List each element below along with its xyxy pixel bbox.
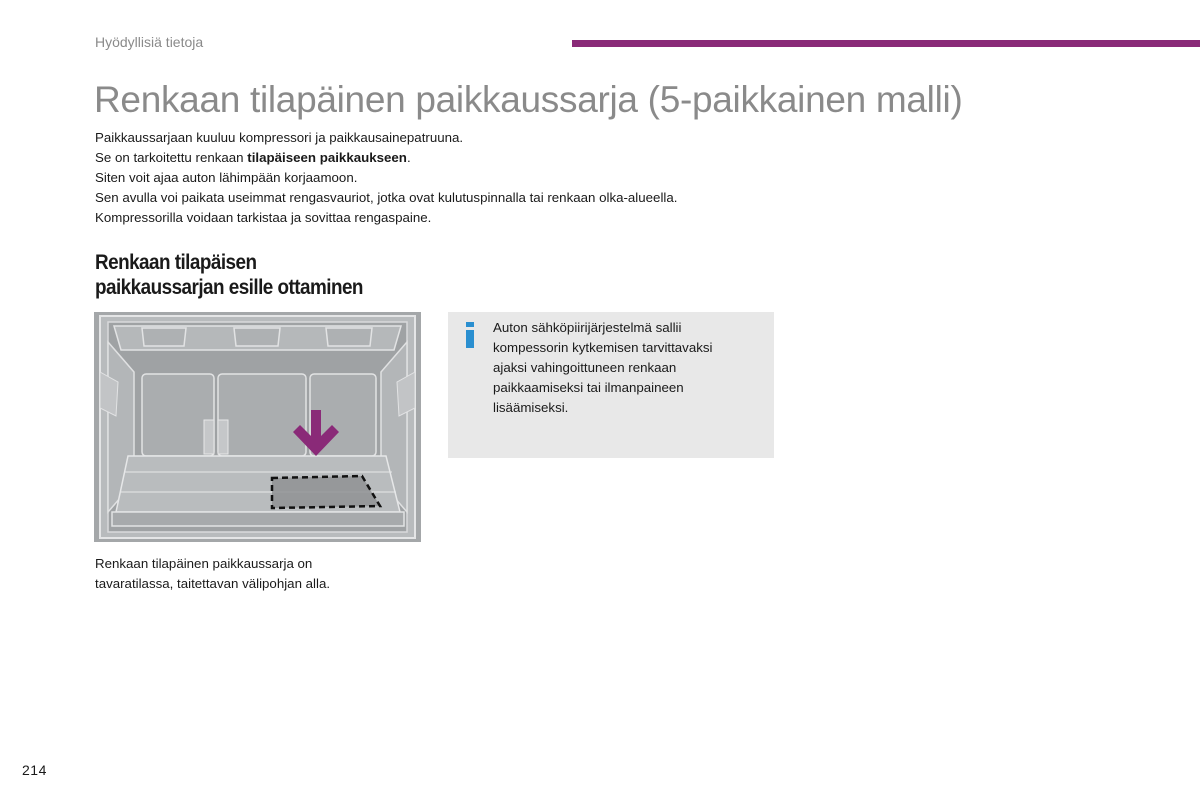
- intro-line: Sen avulla voi paikata useimmat rengasvauriot, jotka ovat kulutuspinnalla tai renkaan olka-alueella.: [95, 190, 678, 205]
- header-accent-bar: [572, 40, 1200, 47]
- intro-line: Kompressorilla voidaan tarkistaa ja sovittaa rengaspaine.: [95, 210, 432, 225]
- section-heading-line: Renkaan tilapäisen: [95, 251, 257, 274]
- info-icon: [463, 322, 477, 348]
- intro-text: [95, 128, 855, 228]
- info-box: [448, 312, 774, 458]
- section-heading: [95, 250, 363, 300]
- info-line: paikkaamiseksi tai ilmanpaineen: [493, 380, 684, 395]
- section-label: Hyödyllisiä tietoja: [95, 34, 204, 50]
- illustration-caption: [95, 554, 415, 594]
- info-line: kompessorin kytkemisen tarvittavaksi: [493, 340, 713, 355]
- trunk-illustration: [94, 312, 421, 542]
- caption-line: tavaratilassa, taitettavan välipohjan alla.: [95, 576, 331, 591]
- trunk-drawing: [94, 312, 421, 542]
- info-line: Auton sähköpiirijärjestelmä sallii: [493, 320, 682, 335]
- intro-line: Paikkaussarjaan kuuluu kompressori ja paikkausainepatruuna.: [95, 130, 464, 145]
- intro-line-bold: tilapäiseen paikkaukseen: [247, 150, 407, 165]
- caption-line: Renkaan tilapäinen paikkaussarja on: [95, 556, 313, 571]
- intro-line-prefix: Se on tarkoitettu renkaan: [95, 150, 248, 165]
- info-text: [493, 318, 763, 418]
- intro-line-suffix: .: [406, 150, 411, 165]
- page-number: 214: [22, 762, 47, 778]
- intro-line: Siten voit ajaa auton lähimpään korjaamoon.: [95, 170, 358, 185]
- page-title: Renkaan tilapäinen paikkaussarja (5-paikkainen malli): [94, 79, 963, 120]
- info-line: ajaksi vahingoittuneen renkaan: [493, 360, 677, 375]
- intro-line: [95, 148, 855, 168]
- info-line: lisäämiseksi.: [493, 400, 569, 415]
- section-heading-line: paikkaussarjan esille ottaminen: [95, 276, 363, 299]
- down-arrow-icon: [292, 410, 340, 460]
